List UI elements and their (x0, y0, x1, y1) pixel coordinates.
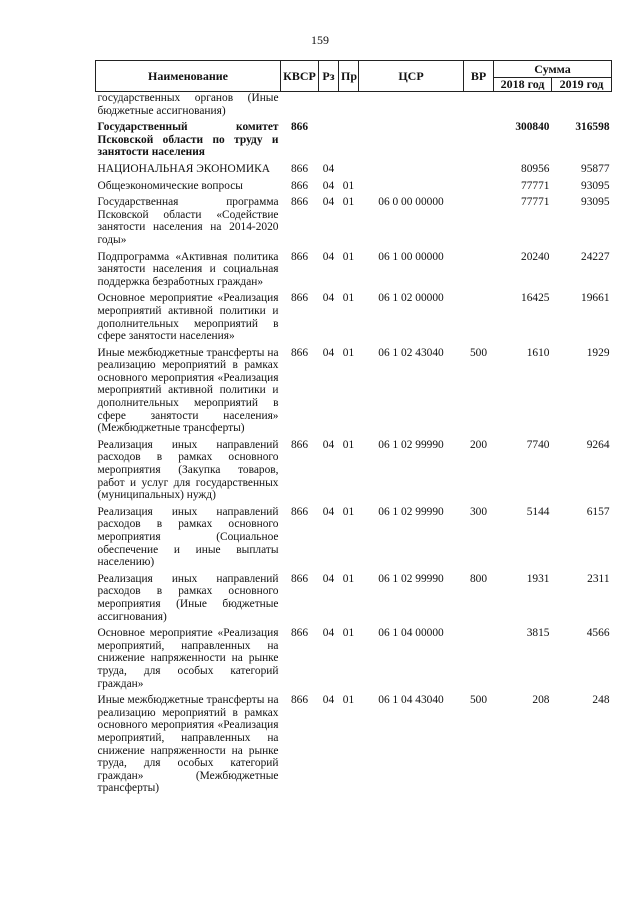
cell-s2019: 4566 (586, 627, 610, 640)
cell-kvsr: 866 (290, 346, 309, 359)
cell-kvsr: 866 (290, 179, 309, 192)
cell-csr: 06 1 02 99990 (378, 438, 444, 451)
cell-pr: 01 (342, 250, 355, 263)
cell-vr: 500 (469, 346, 488, 359)
header-csr: ЦСР (359, 61, 464, 92)
table-row (96, 569, 612, 623)
cell-s2018: 80956 (521, 162, 550, 175)
cell-s2019: 19661 (581, 292, 610, 305)
cell-csr (359, 92, 464, 118)
cell-vr: 800 (469, 572, 488, 585)
cell-pr (339, 159, 359, 176)
cell-rz: 04 (322, 346, 335, 359)
cell-kvsr: 866 (290, 572, 309, 585)
cell-rz: 04 (322, 505, 335, 518)
budget-table (95, 60, 612, 795)
table-row (96, 690, 612, 795)
page-number: 159 (311, 33, 329, 47)
header-2018: 2018 год (494, 78, 552, 92)
cell-s2019: 316598 (575, 121, 610, 134)
cell-pr: 01 (342, 179, 355, 192)
cell-rz (319, 117, 339, 159)
table-row (96, 247, 612, 289)
cell-vr (464, 117, 494, 159)
cell-rz: 04 (322, 572, 335, 585)
cell-csr: 06 1 02 43040 (378, 346, 444, 359)
cell-kvsr: 866 (290, 694, 309, 707)
cell-csr: 06 1 02 99990 (378, 572, 444, 585)
table-row (96, 176, 612, 193)
cell-s2019: 248 (592, 694, 610, 707)
table-row (96, 343, 612, 435)
cell-csr: 06 1 04 43040 (378, 694, 444, 707)
cell-s2019: 95877 (581, 162, 610, 175)
cell-vr: 300 (469, 505, 488, 518)
cell-name: Государственная программа Псковской области «Содействие занятости населения на 2014-2020 годы» (97, 196, 279, 246)
cell-name: Реализация иных направлений расходов в рамках основного мероприятия (Социальное обеспечение и иные выплаты населению) (97, 505, 279, 569)
cell-s2018: 300840 (515, 121, 550, 134)
cell-rz (319, 92, 339, 118)
cell-name: Общеэкономические вопросы (97, 179, 243, 192)
cell-name: Государственный комитет Псковской области по труду и занятости населения (97, 121, 279, 159)
cell-rz: 04 (322, 694, 335, 707)
table-body (96, 92, 612, 795)
cell-kvsr: 866 (290, 196, 309, 209)
cell-kvsr: 866 (290, 121, 309, 134)
cell-vr: 500 (469, 694, 488, 707)
cell-rz: 04 (322, 162, 335, 175)
cell-kvsr (281, 92, 319, 118)
header-vr: ВР (464, 61, 494, 92)
header-pr: Пр (339, 61, 359, 92)
cell-name: Иные межбюджетные трансферты на реализацию мероприятий в рамках основного мероприятия «Реализация мероприятий, направленных на снижение напряженности на рынке труда, для особых категорий граждан» (Межбюджетные трансферты) (97, 694, 279, 795)
table-row (96, 159, 612, 176)
cell-vr (464, 192, 494, 246)
cell-csr: 06 0 00 00000 (378, 196, 444, 209)
cell-rz: 04 (322, 627, 335, 640)
cell-s2018: 77771 (521, 179, 550, 192)
cell-vr (464, 623, 494, 690)
cell-s2019: 9264 (586, 438, 610, 451)
cell-kvsr: 866 (290, 505, 309, 518)
cell-s2018: 77771 (521, 196, 550, 209)
table-row (96, 92, 612, 118)
cell-rz: 04 (322, 250, 335, 263)
cell-rz: 04 (322, 438, 335, 451)
cell-pr: 01 (342, 627, 355, 640)
cell-pr: 01 (342, 292, 355, 305)
cell-pr: 01 (342, 505, 355, 518)
cell-s2018: 3815 (526, 627, 550, 640)
cell-pr: 01 (342, 196, 355, 209)
cell-pr: 01 (342, 572, 355, 585)
table-row (96, 288, 612, 342)
cell-csr: 06 1 02 99990 (378, 505, 444, 518)
header-sum: Сумма (494, 61, 612, 78)
cell-s2018 (494, 92, 552, 118)
cell-pr: 01 (342, 438, 355, 451)
table-row (96, 435, 612, 502)
cell-name: Реализация иных направлений расходов в рамках основного мероприятия (Иные бюджетные ассигнования) (97, 572, 279, 623)
cell-vr: 200 (469, 438, 488, 451)
cell-s2018: 1931 (526, 572, 550, 585)
cell-vr (464, 176, 494, 193)
cell-name: НАЦИОНАЛЬНАЯ ЭКОНОМИКА (97, 162, 270, 175)
cell-s2018: 208 (532, 694, 550, 707)
cell-s2018: 20240 (521, 250, 550, 263)
cell-name: государственных органов (Иные бюджетные ассигнования) (97, 92, 279, 117)
cell-kvsr: 866 (290, 627, 309, 640)
table-row (96, 117, 612, 159)
header-2019: 2019 год (552, 78, 612, 92)
cell-pr: 01 (342, 346, 355, 359)
cell-csr: 06 1 02 00000 (378, 292, 444, 305)
cell-kvsr: 866 (290, 162, 309, 175)
cell-s2019: 6157 (586, 505, 610, 518)
cell-s2018: 1610 (526, 346, 550, 359)
cell-vr (464, 288, 494, 342)
cell-s2019: 24227 (581, 250, 610, 263)
cell-name: Подпрограмма «Активная политика занятости населения и социальная поддержка безработных граждан» (97, 250, 279, 288)
cell-csr: 06 1 04 00000 (378, 627, 444, 640)
cell-name: Основное мероприятие «Реализация мероприятий активной политики и дополнительных мероприятий в сфере занятости населения» (97, 292, 279, 343)
cell-vr (464, 92, 494, 118)
header-name: Наименование (96, 61, 281, 92)
table-row (96, 502, 612, 569)
cell-vr (464, 247, 494, 289)
cell-s2018: 7740 (526, 438, 550, 451)
cell-pr: 01 (342, 694, 355, 707)
cell-s2019: 1929 (586, 346, 610, 359)
cell-csr: 06 1 00 00000 (378, 250, 444, 263)
cell-csr (359, 176, 464, 193)
cell-rz: 04 (322, 179, 335, 192)
cell-csr (359, 159, 464, 176)
table-row (96, 192, 612, 246)
cell-s2018: 5144 (526, 505, 550, 518)
cell-s2019: 93095 (581, 196, 610, 209)
cell-s2019 (552, 92, 612, 118)
header-kvsr: КВСР (281, 61, 319, 92)
cell-s2019: 93095 (581, 179, 610, 192)
cell-pr (339, 117, 359, 159)
cell-rz: 04 (322, 292, 335, 305)
cell-kvsr: 866 (290, 292, 309, 305)
cell-kvsr: 866 (290, 438, 309, 451)
header-rz: Рз (319, 61, 339, 92)
cell-rz: 04 (322, 196, 335, 209)
cell-csr (359, 117, 464, 159)
table-row (96, 623, 612, 690)
cell-s2019: 2311 (587, 572, 610, 585)
cell-pr (339, 92, 359, 118)
cell-vr (464, 159, 494, 176)
cell-name: Иные межбюджетные трансферты на реализацию мероприятий в рамках основного мероприятия «Реализация мероприятий активной политики и дополнительных мероприятий в сфере занятости населения» (Межбюджетные трансферты) (97, 346, 279, 435)
cell-s2018: 16425 (521, 292, 550, 305)
cell-kvsr: 866 (290, 250, 309, 263)
cell-name: Основное мероприятие «Реализация мероприятий, направленных на снижение напряженности на рынке труда, для особых категорий граждан» (97, 627, 279, 690)
cell-name: Реализация иных направлений расходов в рамках основного мероприятия (Закупка товаров, работ и услуг для государственных (муниципальных) нужд) (97, 438, 279, 502)
